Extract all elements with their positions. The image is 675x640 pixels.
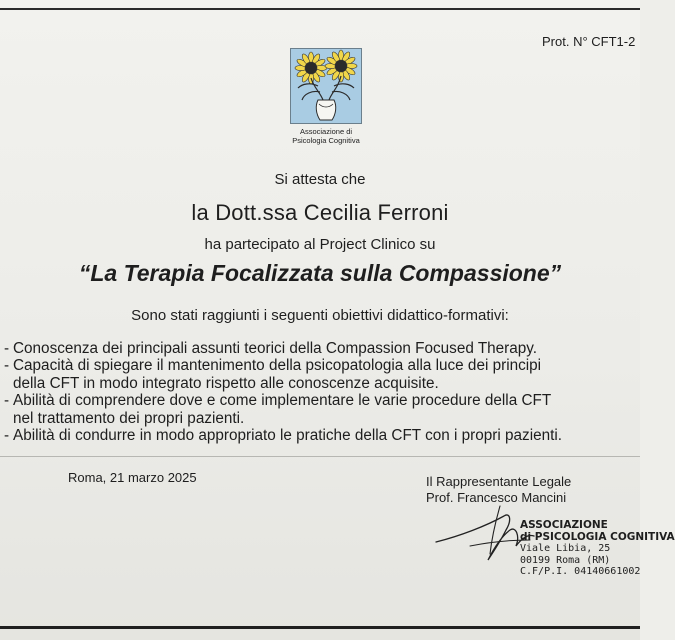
representative-role: Il Rappresentante Legale [426, 474, 572, 489]
objectives-heading: Sono stati raggiunti i seguenti obiettivi didattico-formativi: [131, 307, 509, 324]
attestation-intro: Si attesta che [274, 171, 366, 188]
stamp-address: Viale Libia, 25 [520, 543, 611, 554]
participation-text: ha partecipato al Project Clinico su [204, 236, 436, 253]
objective-item [4, 427, 640, 444]
logo-caption-line: Psicologia Cognitiva [292, 136, 360, 145]
course-title: “La Terapia Focalizzata sulla Compassione” [78, 260, 562, 286]
recipient-name: la Dott.ssa Cecilia Ferroni [191, 200, 449, 225]
logo-caption [260, 127, 392, 145]
association-stamp [520, 520, 675, 578]
bullet-dash: - [4, 357, 10, 375]
objective-item [4, 392, 640, 409]
place-date: Roma, 21 marzo 2025 [68, 470, 197, 485]
top-border-line [0, 8, 640, 10]
objectives-list [4, 340, 640, 444]
objective-text: Abilità di condurre in modo appropriato le pratiche della CFT con i propri pazienti. [13, 427, 562, 445]
bottom-border-line [0, 626, 640, 629]
objective-text: Abilità di comprendere dove e come implementare le varie procedure della CFT [13, 392, 552, 410]
objective-item [4, 340, 640, 357]
stamp-name-2: di PSICOLOGIA COGNITIVA [520, 530, 675, 543]
objective-text: della CFT in modo integrato rispetto alle conoscenze acquisite. [13, 374, 439, 392]
objective-text: nel trattamento dei propri pazienti. [13, 409, 245, 427]
logo-graphic [290, 48, 362, 124]
objective-continuation [4, 410, 640, 427]
objective-text: Capacità di spiegare il mantenimento della psicopatologia alla luce dei principi [13, 357, 542, 375]
stamp-city: 00199 Roma (RM) [520, 554, 611, 566]
stamp-tax-code: C.F/P.I. 04140661002 [520, 566, 641, 577]
objective-item [4, 357, 640, 374]
sunflowers-vase-logo-icon [290, 48, 362, 124]
representative-name: Prof. Francesco Mancini [426, 489, 567, 505]
objective-continuation [4, 375, 640, 392]
bullet-dash: - [4, 427, 10, 445]
bullet-dash: - [4, 392, 10, 410]
logo-caption-line: Associazione di [299, 127, 353, 136]
protocol-number: Prot. N° CFT1-2 [542, 34, 636, 49]
divider [0, 456, 640, 457]
objective-text: Conoscenza dei principali assunti teorici della Compassion Focused Therapy. [13, 340, 538, 357]
stamp-name: ASSOCIAZIONE [520, 519, 608, 531]
bullet-dash: - [4, 340, 10, 357]
